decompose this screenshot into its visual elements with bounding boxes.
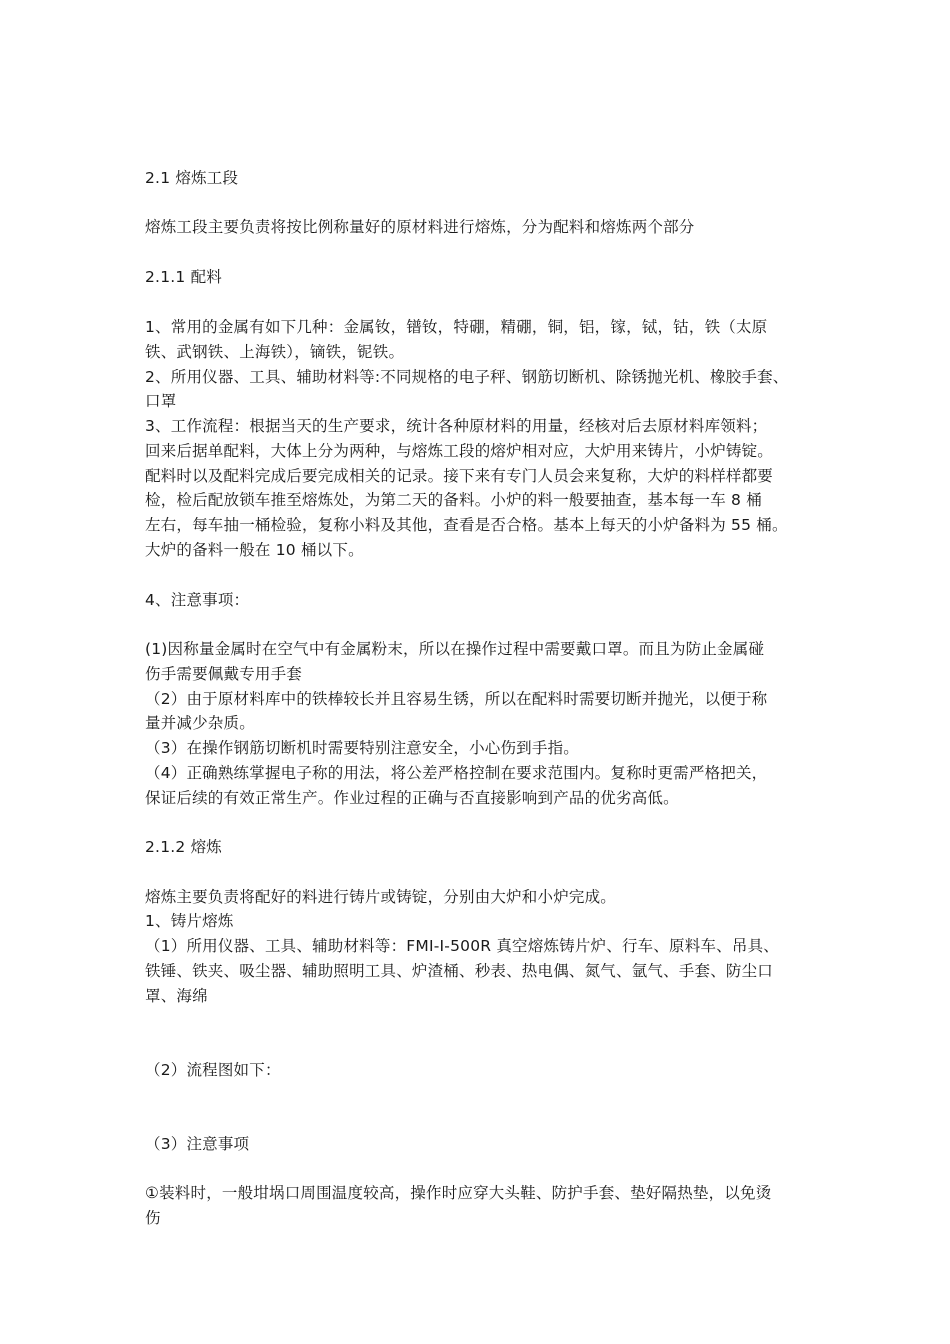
paragraph-line: 铁、武钢铁、上海铁），镝铁，铌铁。	[145, 343, 405, 361]
paragraph-line: （2）流程图如下：	[145, 1061, 281, 1079]
paragraph-line: ①装料时，一般坩埚口周围温度较高，操作时应穿大头鞋、防护手套、垫好隔热垫，以免烫	[145, 1184, 772, 1202]
paragraph-line: 3、工作流程：根据当天的生产要求，统计各种原材料的用量，经核对后去原材料库领料；	[145, 417, 768, 435]
paragraph-line: 伤手需要佩戴专用手套	[145, 665, 303, 683]
section-intro: 熔炼工段主要负责将按比例称量好的原材料进行熔炼，分为配料和熔炼两个部分	[145, 218, 695, 236]
paragraph-line: （4）正确熟练掌握电子称的用法，将公差严格控制在要求范围内。复称时更需严格把关，	[145, 764, 768, 782]
notes-heading: 4、注意事项：	[145, 591, 250, 609]
paragraph-line: 大炉的备料一般在 10 桶以下。	[145, 541, 364, 559]
paragraph-line: （3）在操作钢筋切断机时需要特别注意安全，小心伤到手指。	[145, 739, 579, 757]
section-heading-2-1: 2.1 熔炼工段	[145, 169, 239, 187]
paragraph-line: （1）所用仪器、工具、辅助材料等：FMI-I-500R 真空熔炼铸片炉、行车、原料车、吊具、	[145, 937, 779, 955]
paragraph-line: 配料时以及配料完成后要完成相关的记录。接下来有专门人员会来复称，大炉的料样样都要	[145, 467, 774, 485]
paragraph-line: 口罩	[145, 392, 177, 410]
paragraph-line: (1)因称量金属时在空气中有金属粉末，所以在操作过程中需要戴口罩。而且为防止金属碰	[145, 640, 765, 658]
paragraph-line: 1、铸片熔炼	[145, 912, 234, 930]
paragraph-line: 2、所用仪器、工具、辅助材料等:不同规格的电子秤、钢筋切断机、除锈抛光机、橡胶手套、	[145, 368, 789, 386]
paragraph-line: （2）由于原材料库中的铁棒较长并且容易生锈，所以在配料时需要切断并抛光，以便于称	[145, 690, 768, 708]
paragraph-line: 左右，每车抽一桶检验，复称小料及其他，查看是否合格。基本上每天的小炉备料为 55 桶。	[145, 516, 788, 534]
paragraph-line: 检，检后配放锁车推至熔炼处，为第二天的备料。小炉的料一般要抽查，基本每一车 8 桶	[145, 491, 762, 509]
paragraph-line: 熔炼主要负责将配好的料进行铸片或铸锭，分别由大炉和小炉完成。	[145, 888, 617, 906]
paragraph-line: （3）注意事项	[145, 1135, 250, 1153]
paragraph-line: 保证后续的有效正常生产。作业过程的正确与否直接影响到产品的优劣高低。	[145, 789, 679, 807]
paragraph-line: 罩、海绵	[145, 987, 208, 1005]
paragraph-line: 1、常用的金属有如下几种：金属钕，镨钕，特硼，精硼，铜，铝，镓，铽，钴，铁（太原	[145, 318, 768, 336]
section-heading-2-1-2: 2.1.2 熔炼	[145, 838, 222, 856]
paragraph-line: 量并减少杂质。	[145, 714, 255, 732]
paragraph-line: 铁锤、铁夹、吸尘器、辅助照明工具、炉渣桶、秒表、热电偶、氮气、氩气、手套、防尘口	[145, 962, 774, 980]
paragraph-line: 伤	[145, 1209, 161, 1227]
paragraph-line: 回来后据单配料，大体上分为两种，与熔炼工段的熔炉相对应，大炉用来铸片，小炉铸锭。	[145, 442, 774, 460]
section-heading-2-1-1: 2.1.1 配料	[145, 268, 222, 286]
